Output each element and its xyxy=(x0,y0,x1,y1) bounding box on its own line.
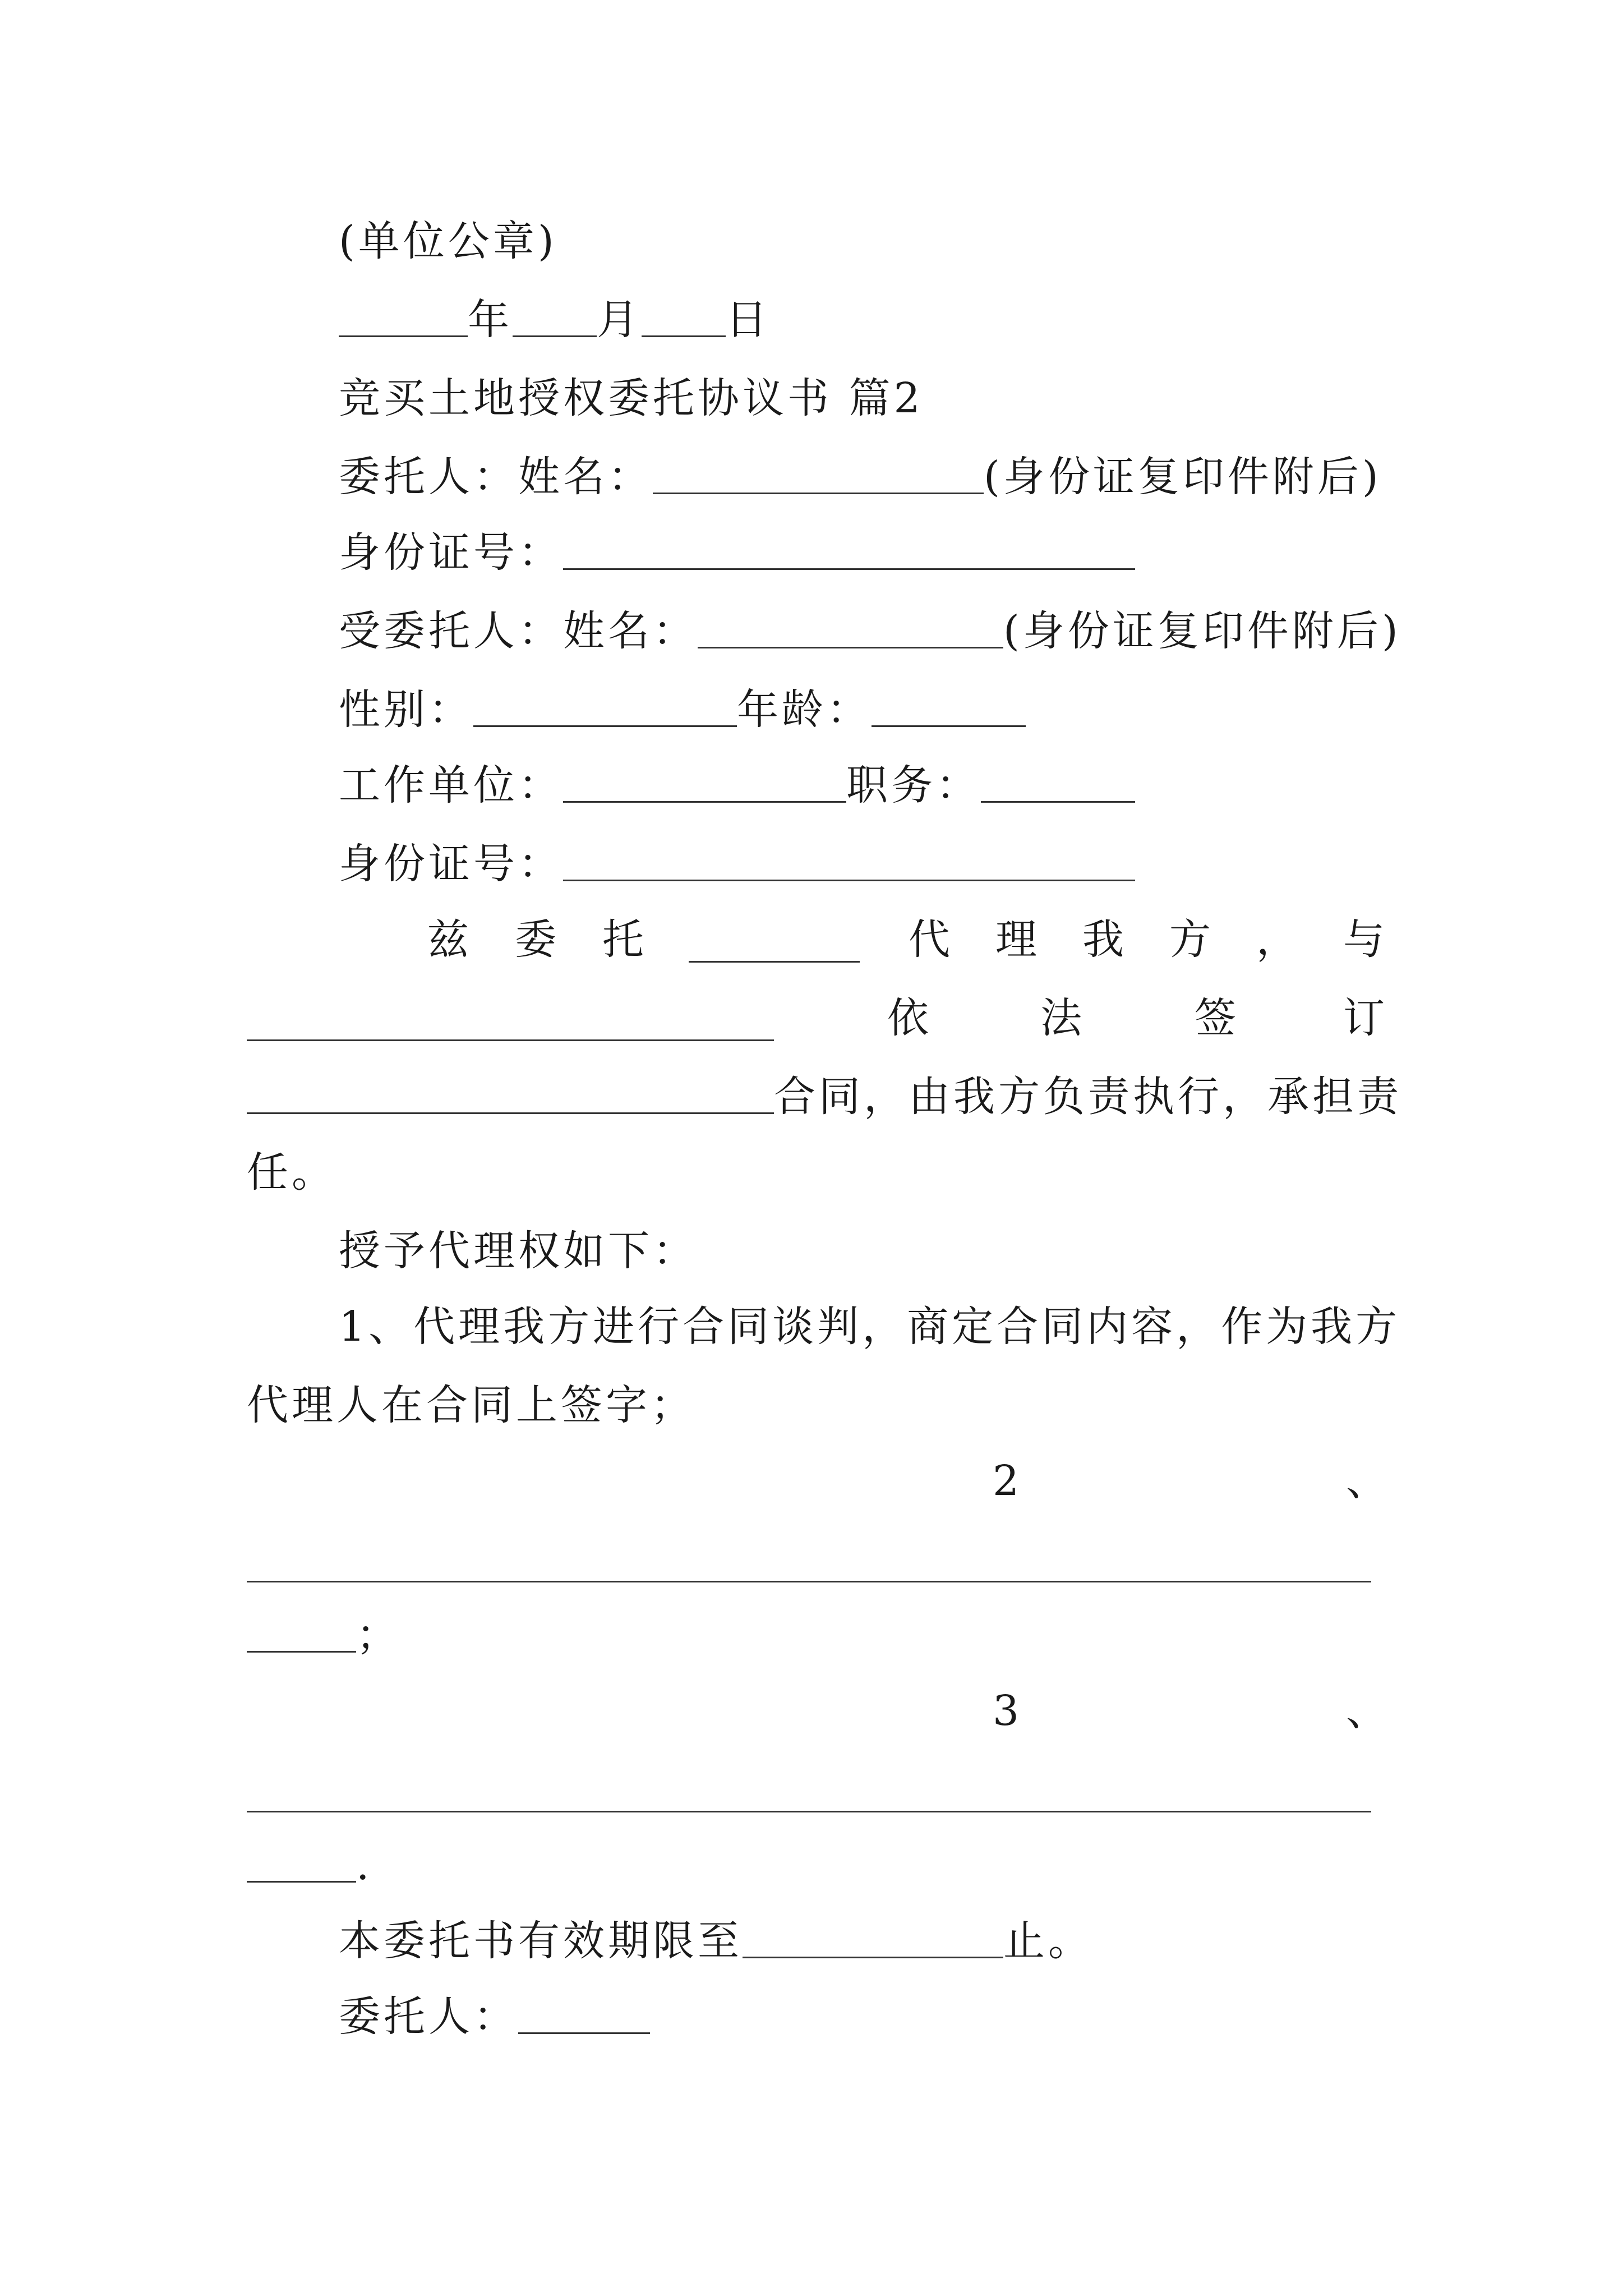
principal-name-label: 委托人：姓名： xyxy=(339,453,653,501)
agent-gender-age-row xyxy=(339,682,1026,738)
entrust-word: ， xyxy=(1256,915,1298,964)
entrust-word: 理 xyxy=(995,915,1037,964)
entrust-line-4: 任。 xyxy=(247,1148,336,1197)
principal-id-label: 身份证号： xyxy=(339,528,563,577)
item-2-line-3 xyxy=(247,1607,401,1663)
signature-blank[interactable] xyxy=(518,1993,650,2034)
entrust-line-1 xyxy=(0,912,1623,968)
item-3-end: . xyxy=(356,1841,373,1889)
section-title: 竞买土地授权委托协议书 篇2 xyxy=(339,374,924,422)
item-3-number: 3 xyxy=(993,1687,1020,1735)
item-2-blank[interactable] xyxy=(247,1542,1371,1582)
agent-gender-label: 性别： xyxy=(339,685,473,734)
entrust-line-3 xyxy=(247,1069,1402,1125)
agent-id-blank[interactable] xyxy=(563,840,1135,881)
unit-seal-label: (单位公章) xyxy=(339,217,557,265)
item-2-line-2 xyxy=(0,1531,1623,1588)
agent-id-copy-note: (身份证复印件附后) xyxy=(1003,607,1401,655)
counterparty-blank[interactable] xyxy=(247,1000,774,1041)
entrust-word: 法 xyxy=(1040,994,1082,1042)
principal-id-blank[interactable] xyxy=(563,529,1135,570)
validity-suffix: 止。 xyxy=(1003,1917,1093,1965)
entrust-word: 与 xyxy=(1343,915,1385,964)
item-3-line-2 xyxy=(0,1761,1623,1818)
agent-work-row xyxy=(339,757,1135,813)
entrust-word: 兹 xyxy=(427,915,469,964)
item-3-blank[interactable] xyxy=(247,1772,1371,1812)
entrust-word: 我 xyxy=(1082,915,1124,964)
item-3-line-1 xyxy=(0,1683,1623,1739)
item-3-blank-end[interactable] xyxy=(247,1842,356,1883)
date-line xyxy=(339,292,771,348)
entrust-agent-blank[interactable] xyxy=(689,922,860,963)
signature-row xyxy=(339,1989,650,2045)
item-1-line-1: 1、代理我方进行合同谈判，商定合同内容，作为我方 xyxy=(339,1303,1401,1351)
day-blank[interactable] xyxy=(642,296,726,337)
contract-name-blank[interactable] xyxy=(247,1073,774,1114)
agent-age-label: 年龄： xyxy=(737,685,872,734)
entrust-word: 代 xyxy=(909,915,950,964)
entrust-line-2 xyxy=(0,990,1623,1046)
principal-name-blank[interactable] xyxy=(653,453,984,494)
entrust-word: 方 xyxy=(1169,915,1211,964)
year-blank[interactable] xyxy=(339,296,468,337)
validity-date-blank[interactable] xyxy=(743,1917,1003,1958)
validity-row xyxy=(339,1913,1093,1969)
signature-label: 委托人： xyxy=(339,1993,518,2041)
entrust-word: 依 xyxy=(887,994,929,1042)
entrust-word: 签 xyxy=(1195,994,1236,1042)
contract-text: 合同，由我方负责执行，承担责 xyxy=(774,1073,1402,1121)
year-label: 年 xyxy=(468,296,513,344)
agent-name-blank[interactable] xyxy=(698,608,1003,648)
item-3-separator: 、 xyxy=(1346,1687,1387,1735)
agent-age-blank[interactable] xyxy=(872,686,1026,727)
validity-prefix: 本委托书有效期限至 xyxy=(339,1917,743,1965)
item-2-blank-end[interactable] xyxy=(247,1612,356,1653)
principal-id-copy-note: (身份证复印件附后) xyxy=(984,453,1382,501)
agent-position-blank[interactable] xyxy=(981,762,1135,803)
entrust-word: 托 xyxy=(602,915,644,964)
agent-work-unit-label: 工作单位： xyxy=(339,761,563,809)
item-3-line-3 xyxy=(247,1837,373,1893)
item-2-line-1 xyxy=(0,1453,1623,1509)
agent-name-row xyxy=(339,603,1401,659)
day-label: 日 xyxy=(726,296,771,344)
agent-gender-blank[interactable] xyxy=(473,686,737,727)
month-blank[interactable] xyxy=(513,296,597,337)
principal-name-row xyxy=(339,449,1382,505)
item-2-separator: 、 xyxy=(1346,1457,1387,1505)
agent-name-label: 受委托人：姓名： xyxy=(339,607,698,655)
entrust-word: 委 xyxy=(515,915,556,964)
item-2-end: ； xyxy=(356,1611,401,1659)
agent-position-label: 职务： xyxy=(846,761,981,809)
month-label: 月 xyxy=(597,296,642,344)
item-2-number: 2 xyxy=(993,1457,1020,1505)
powers-heading: 授予代理权如下： xyxy=(339,1227,698,1275)
principal-id-row xyxy=(339,524,1135,581)
agent-id-label: 身份证号： xyxy=(339,840,563,888)
entrust-word: 订 xyxy=(1343,994,1385,1042)
agent-work-unit-blank[interactable] xyxy=(563,762,846,803)
agent-id-row xyxy=(339,836,1135,892)
item-1-line-2: 代理人在合同上签字； xyxy=(247,1381,695,1429)
